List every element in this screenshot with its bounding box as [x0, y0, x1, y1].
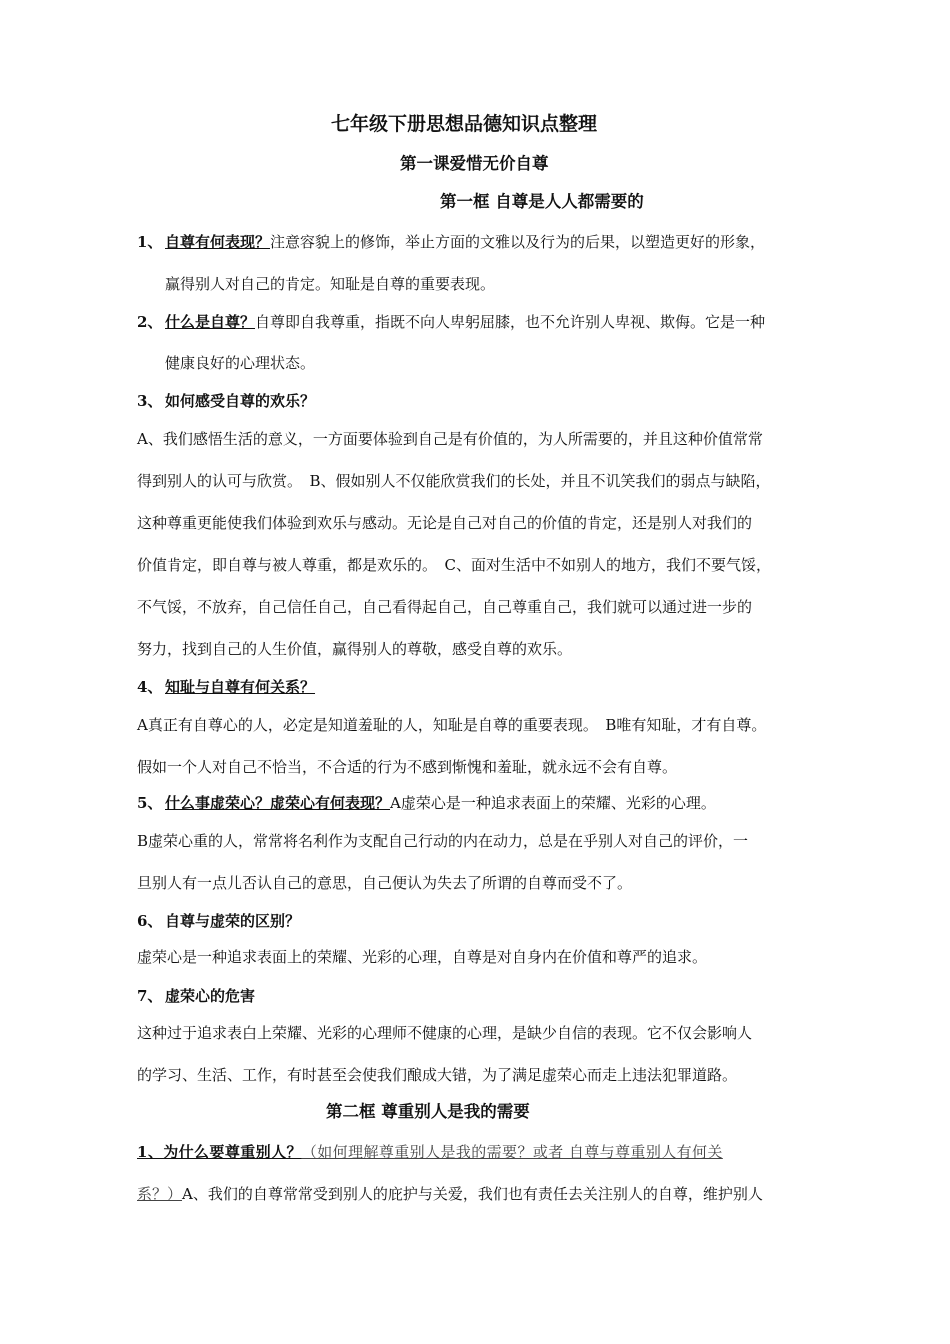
paragraph-line: 虚荣心是一种追求表面上的荣耀、光彩的心理，自尊是对自身内在价值和尊严的追求。	[137, 948, 708, 966]
item-answer: A虚荣心是一种追求表面上的荣耀、光彩的心理。	[390, 794, 716, 812]
list-item	[137, 390, 315, 412]
item-answer-cont: 赢得别人对自己的肯定。知耻是自尊的重要表现。	[165, 275, 496, 293]
paragraph-line: 旦别人有一点儿否认自己的意思，自己便认为失去了所谓的自尊而受不了。	[137, 874, 633, 892]
item-number: 1、	[137, 233, 163, 251]
paragraph-line: 得到别人的认可与欣赏。 B、假如别人不仅能欣赏我们的长处，并且不讥笑我们的弱点与缺陷，	[137, 472, 771, 490]
item-number: 7、	[137, 987, 163, 1005]
paragraph-line: A、我们感悟生活的意义，一方面要体验到自己是有价值的，为人所需要的，并且这种价值常常	[137, 430, 763, 448]
paragraph-line: 不气馁，不放弃，自己信任自己，自己看得起自己，自己尊重自己，我们就可以通过进一步的	[137, 598, 753, 616]
list-item	[137, 792, 716, 814]
item-question: 虚荣心的危害	[165, 987, 256, 1005]
item-number: 2、	[137, 313, 163, 331]
item-question-end: 系？）	[137, 1185, 183, 1203]
item-question: 什么是自尊？	[165, 313, 256, 331]
item-answer: 自尊即自我尊重，指既不向人卑躬屈膝，也不允许别人卑视、欺侮。它是一种	[255, 313, 766, 331]
paragraph-line: A真正有自尊心的人，必定是知道羞耻的人，知耻是自尊的重要表现。 B唯有知耻，才有自尊。	[137, 716, 767, 734]
paragraph-line: 努力，找到自己的人生价值，赢得别人的尊敬，感受自尊的欢乐。	[137, 640, 573, 658]
item-number: 3、	[137, 392, 163, 410]
paragraph-line: 这种尊重更能使我们体验到欢乐与感动。无论是自己对自己的价值的肯定，还是别人对我们的	[137, 514, 753, 532]
list-item	[137, 311, 765, 333]
item-answer: 注意容貌上的修饰，举止方面的文雅以及行为的后果，以塑造更好的形象，	[270, 233, 766, 251]
item-answer-cont: 健康良好的心理状态。	[165, 354, 316, 372]
list-item	[137, 676, 315, 698]
list-item	[137, 231, 765, 253]
item-number: 4、	[137, 678, 163, 696]
item-question: 1、为什么要尊重别人？	[137, 1143, 302, 1161]
list-item	[137, 910, 300, 932]
document-title: 七年级下册思想品德知识点整理	[331, 113, 598, 135]
paragraph-line: B虚荣心重的人，常常将名利作为支配自己行动的内在动力，总是在乎别人对自己的评价，一	[137, 832, 749, 850]
item-question: 自尊有何表现？	[165, 233, 271, 251]
item-number: 5、	[137, 794, 163, 812]
paragraph-line: 价值肯定，即自尊与被人尊重，都是欢乐的。 C、面对生活中不如别人的地方，我们不要气馁，	[137, 556, 771, 574]
item-number: 6、	[137, 912, 163, 930]
item-question: 什么事虚荣心？虚荣心有何表现？	[165, 794, 391, 812]
paragraph-line: 这种过于追求表白上荣耀、光彩的心理师不健康的心理，是缺少自信的表现。它不仅会影响人	[137, 1024, 753, 1042]
list-item	[137, 1141, 723, 1163]
item-question: 自尊与虚荣的区别？	[165, 912, 301, 930]
paragraph-line: 假如一个人对自己不恰当，不合适的行为不感到惭愧和羞耻，就永远不会有自尊。	[137, 758, 678, 776]
item-question: 知耻与自尊有何关系？	[165, 678, 316, 696]
frame2-title: 第二框 尊重别人是我的需要	[326, 1102, 530, 1121]
item-answer: A、我们的自尊常常受到别人的庇护与关爱，我们也有责任去关注别人的自尊，维护别人	[182, 1185, 763, 1203]
paragraph-line	[137, 1183, 763, 1205]
lesson-title: 第一课爱惜无价自尊	[400, 154, 549, 173]
list-item	[137, 985, 255, 1007]
paragraph-line: 的学习、生活、工作，有时甚至会使我们酿成大错，为了满足虚荣心而走上违法犯罪道路。	[137, 1066, 738, 1084]
item-question: 如何感受自尊的欢乐？	[165, 392, 316, 410]
item-question-extra: （如何理解尊重别人是我的需要？或者 自尊与尊重别人有何关	[301, 1143, 723, 1161]
frame1-title: 第一框 自尊是人人都需要的	[440, 192, 644, 211]
